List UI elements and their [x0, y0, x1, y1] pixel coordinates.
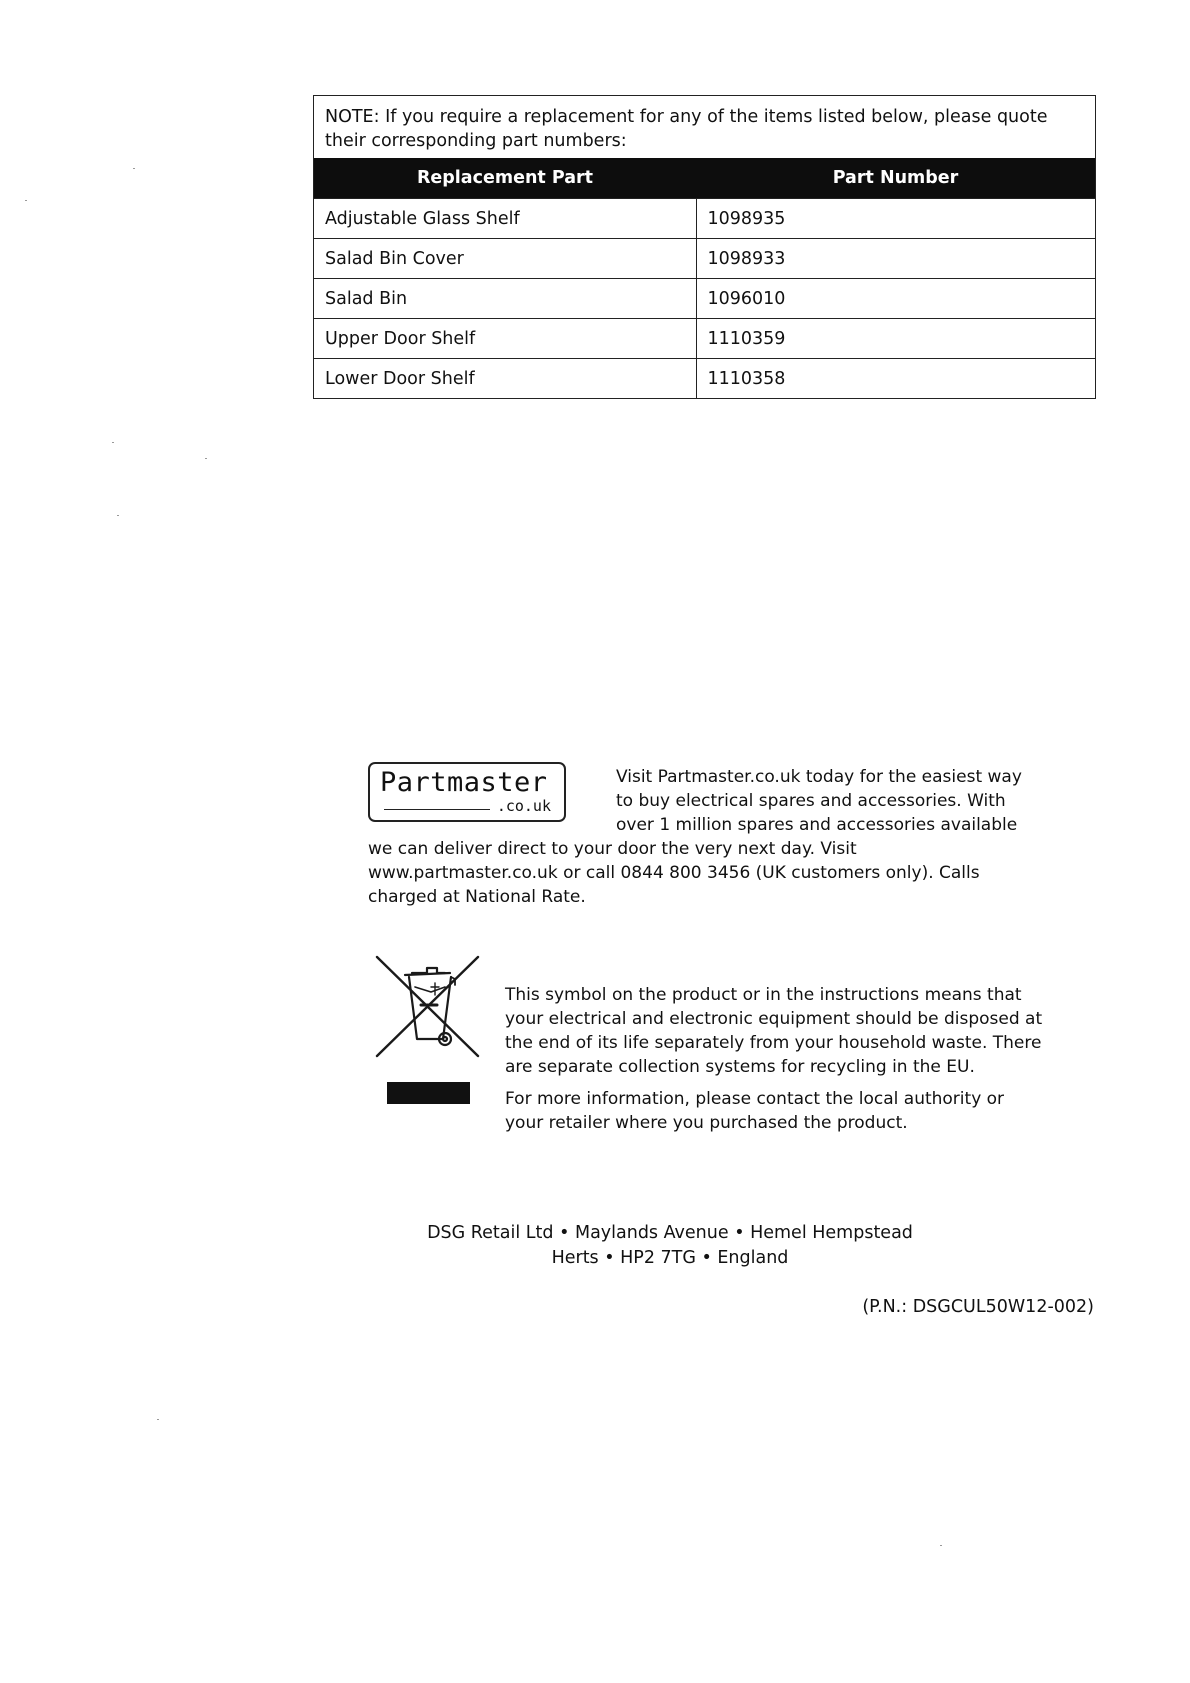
parts-note: NOTE: If you require a replacement for any of the items listed below, please quote their corresponding part numbers:	[325, 107, 1048, 151]
scan-speck	[117, 515, 119, 516]
header-part-number: Part Number	[696, 158, 1095, 199]
part-number-cell: 1096010	[696, 279, 1095, 319]
table-row	[314, 199, 1095, 239]
part-name-cell: Salad Bin	[314, 279, 696, 319]
separate-collection-bar	[387, 1082, 470, 1104]
scan-speck	[940, 1545, 942, 1546]
partmaster-description: Visit Partmaster.co.uk today for the easiest way to buy electrical spares and accessories. With over 1 million spares and accessories available we can deliver direct to your door the very next day. Visit www.partmaster.co.uk or call 0844 800 3456 (UK customers only). Calls charged at National Rate.	[368, 767, 1022, 907]
part-number-cell: 1098933	[696, 239, 1095, 279]
part-name-cell: Lower Door Shelf	[314, 359, 696, 399]
address-line-2: Herts • HP2 7TG • England	[551, 1248, 789, 1268]
partmaster-logo-name: Partmaster	[380, 767, 548, 798]
scan-speck	[205, 458, 207, 459]
logo-underline	[384, 809, 490, 810]
table-row	[314, 319, 1095, 359]
scan-speck	[25, 200, 27, 201]
scan-speck	[133, 168, 135, 169]
table-header-row	[314, 158, 1095, 199]
replacement-parts-table	[314, 158, 1095, 398]
table-row	[314, 279, 1095, 319]
table-row	[314, 239, 1095, 279]
weee-disposal-paragraph: This symbol on the product or in the instructions means that your electrical and electronic equipment should be disposed at the end of its life separately from your household waste. There are separate collection systems for recycling in the EU.	[505, 985, 1043, 1077]
scan-speck	[157, 1419, 159, 1420]
weee-info-paragraph: For more information, please contact the local authority or your retailer where you purchased the product.	[505, 1089, 1005, 1133]
part-name-cell: Salad Bin Cover	[314, 239, 696, 279]
part-name-cell: Upper Door Shelf	[314, 319, 696, 359]
scan-speck	[112, 442, 114, 443]
header-replacement-part: Replacement Part	[314, 158, 696, 199]
company-address	[380, 1221, 960, 1271]
crossed-out-wheelie-bin-icon	[375, 955, 480, 1110]
weee-text-block	[505, 983, 1045, 1135]
partmaster-logo	[368, 762, 566, 822]
replacement-parts-box	[313, 95, 1096, 399]
part-name-cell: Adjustable Glass Shelf	[314, 199, 696, 239]
address-line-1: DSG Retail Ltd • Maylands Avenue • Hemel Hempstead	[427, 1223, 913, 1243]
partmaster-logo-domain: .co.uk	[496, 797, 551, 815]
part-number-cell: 1110359	[696, 319, 1095, 359]
part-reference-number: (P.N.: DSGCUL50W12-002)	[862, 1297, 1094, 1317]
part-number-cell: 1098935	[696, 199, 1095, 239]
part-number-cell: 1110358	[696, 359, 1095, 399]
table-row	[314, 359, 1095, 399]
